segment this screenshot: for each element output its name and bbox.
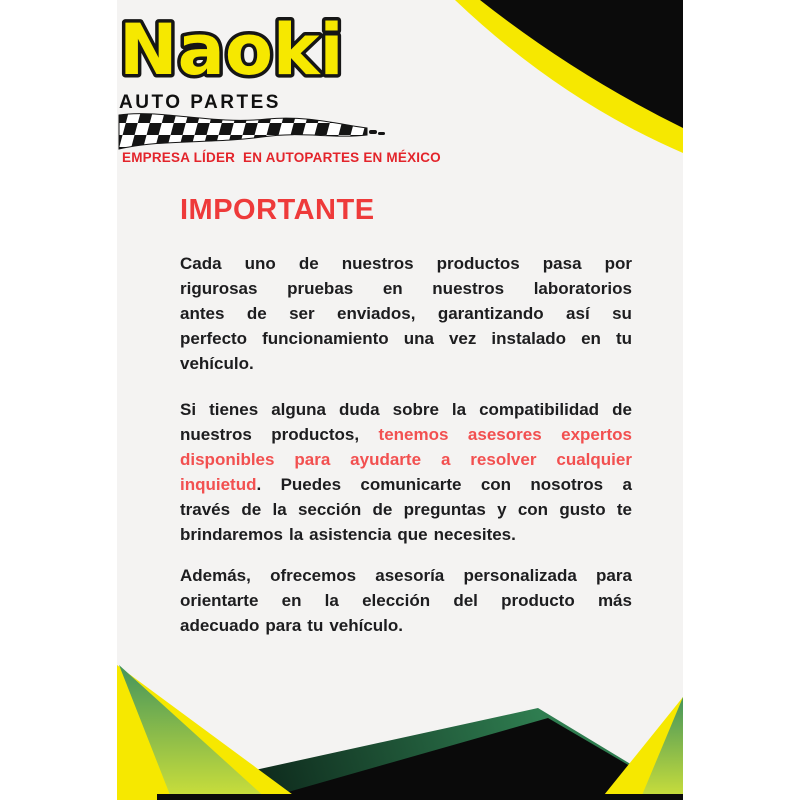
text-line: orientarte en la elección del producto más (180, 591, 632, 610)
text-line: Cada uno de nuestros productos pasa por (180, 254, 632, 273)
brand-tagline: EMPRESA LÍDER EN AUTOPARTES EN MÉXICO (122, 150, 441, 165)
text-line: rigurosas pruebas en nuestros laboratorios (180, 279, 632, 298)
flag-speed-dash (378, 132, 385, 135)
flag-speed-dash (369, 130, 377, 134)
text-line: nuestros productos, tenemos asesores expertos (180, 425, 632, 444)
flyer-panel (117, 0, 683, 800)
paragraph-personalized-advice (180, 563, 632, 638)
section-heading: IMPORTANTE (180, 194, 375, 226)
text-line: brindaremos la asistencia que necesites. (180, 525, 516, 544)
footer-accent (117, 665, 683, 800)
corner-black-shape (480, 0, 683, 128)
text-line: perfecto funcionamiento una vez instalado en tu (180, 329, 632, 348)
text-line: inquietud. Puedes comunicarte con nosotros a (180, 475, 632, 494)
text-line: Además, ofrecemos asesoría personalizada para (180, 566, 632, 585)
text-line: vehículo. (180, 354, 254, 373)
text-line: adecuado para tu vehículo. (180, 616, 404, 635)
text-line: Si tienes alguna duda sobre la compatibilidad de (180, 400, 632, 419)
brand-subtitle: AUTO PARTES (119, 92, 281, 113)
footer-black-strip (157, 794, 683, 800)
text-line: antes de ser enviados, garantizando así su (180, 304, 632, 323)
logo-text: Naoki (119, 9, 344, 91)
text-line: disponibles para ayudarte a resolver cualquier (180, 450, 632, 469)
flag-wave-shape (119, 114, 367, 149)
checkered-flag-icon (117, 111, 387, 153)
text-line: través de la sección de preguntas y con gusto te (180, 500, 632, 519)
paragraph-compatibility-support (180, 397, 632, 547)
paragraph-quality-testing (180, 251, 632, 376)
brand-logo (117, 4, 357, 96)
naoki-logo-icon (117, 4, 357, 96)
